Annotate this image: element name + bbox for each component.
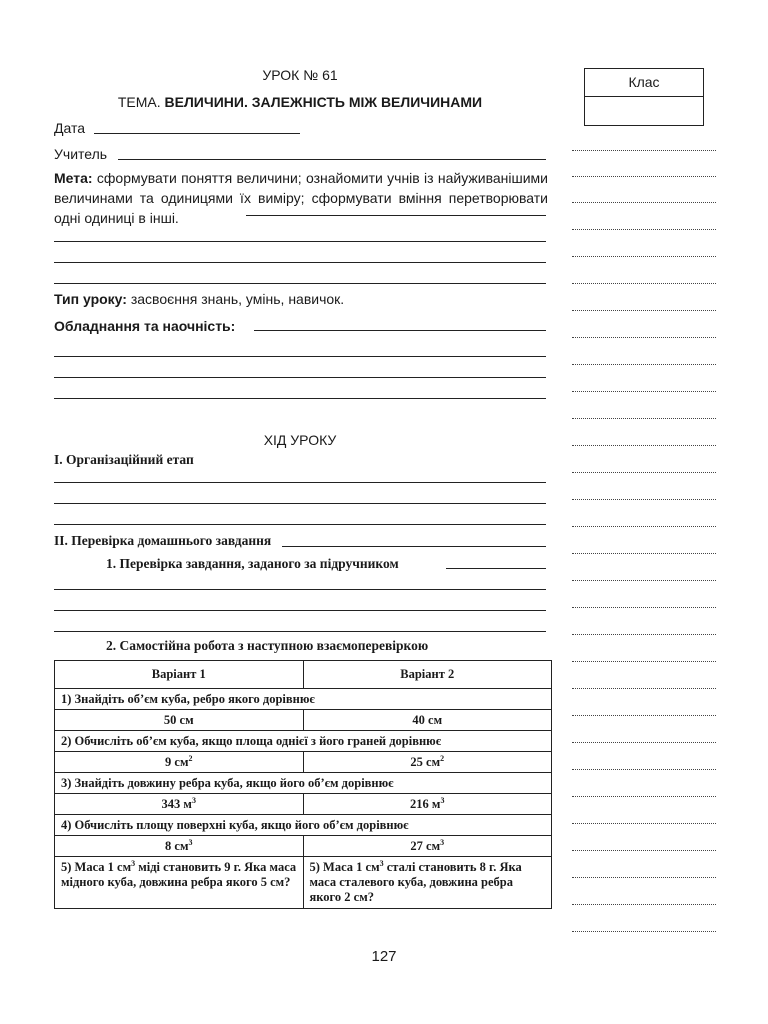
task-3-variant-1-value: 343 м <box>161 796 192 811</box>
task-4-variant-2 <box>303 836 552 857</box>
page-number: 127 <box>371 948 397 965</box>
variant-2-header: Варіант 2 <box>303 661 552 689</box>
topic-title: ВЕЛИЧИНИ. ЗАЛЕЖНІСТЬ МІЖ ВЕЛИЧИНАМИ <box>164 94 483 110</box>
task-4-variant-1-value: 8 см <box>165 838 189 853</box>
variant-1-header: Варіант 1 <box>55 661 304 689</box>
task-5-variant-2-text-b: сталі становить 8 г. Яка маса сталевого куба, довжина ребра якого 2 см? <box>309 860 522 904</box>
self-work-table <box>54 660 552 909</box>
table-row <box>55 815 552 836</box>
cubic-unit-exponent: 3 <box>440 795 445 805</box>
margin-note-line[interactable] <box>572 256 716 257</box>
margin-note-line[interactable] <box>572 283 716 284</box>
margin-note-line[interactable] <box>572 823 716 824</box>
margin-note-line[interactable] <box>572 931 716 932</box>
class-label: Клас <box>585 69 703 97</box>
margin-note-line[interactable] <box>572 445 716 446</box>
square-unit-exponent: 2 <box>440 753 445 763</box>
topic-prefix: ТЕМА. <box>117 94 161 110</box>
cubic-unit-exponent: 3 <box>188 837 193 847</box>
task-4-variant-2-value: 27 см <box>410 838 441 853</box>
table-row <box>55 794 552 815</box>
equipment-field-line[interactable] <box>254 330 546 331</box>
task-1: 1) Знайдіть об’єм куба, ребро якого дорівнює <box>55 689 552 710</box>
task-2-variant-1 <box>55 752 304 773</box>
table-row <box>55 710 552 731</box>
equipment-field-line[interactable] <box>54 398 546 399</box>
task-1-variant-1: 50 см <box>55 710 304 731</box>
margin-note-line[interactable] <box>572 769 716 770</box>
goal-field-line[interactable] <box>246 215 546 216</box>
stage-1-line[interactable] <box>54 482 546 483</box>
margin-note-line[interactable] <box>572 877 716 878</box>
square-unit-exponent: 2 <box>188 753 193 763</box>
substep-1-heading: 1. Перевірка завдання, заданого за підручником <box>106 556 399 571</box>
date-label: Дата <box>54 120 86 136</box>
lesson-number: УРОК № 61 <box>262 67 338 83</box>
table-header-row <box>55 661 552 689</box>
stage-2-heading: II. Перевірка домашнього завдання <box>54 533 272 548</box>
margin-note-line[interactable] <box>572 796 716 797</box>
steps-title: ХІД УРОКУ <box>263 432 337 448</box>
teacher-field[interactable] <box>118 159 546 160</box>
substep-1-line[interactable] <box>54 589 546 590</box>
class-box <box>584 68 704 126</box>
goal-label: Мета: <box>54 170 93 186</box>
margin-note-line[interactable] <box>572 418 716 419</box>
substep-1-line[interactable] <box>54 610 546 611</box>
margin-note-line[interactable] <box>572 499 716 500</box>
margin-note-line[interactable] <box>572 310 716 311</box>
stage-1-heading: I. Організаційний етап <box>54 452 194 467</box>
margin-note-line[interactable] <box>572 715 716 716</box>
goal-field-line[interactable] <box>54 283 546 284</box>
task-3-variant-1 <box>55 794 304 815</box>
table-row <box>55 689 552 710</box>
task-5-variant-1-text-b: міді становить 9 г. Яка маса мідного куба, довжина ребра якого 5 см? <box>61 860 297 889</box>
margin-note-line[interactable] <box>572 742 716 743</box>
cubic-unit-exponent: 3 <box>379 858 384 868</box>
task-5-variant-2-text-a: 5) Маса 1 см <box>309 860 380 874</box>
cubic-unit-exponent: 3 <box>191 795 196 805</box>
task-2: 2) Обчисліть об’єм куба, якщо площа однієї з його граней дорівнює <box>55 731 552 752</box>
cubic-unit-exponent: 3 <box>131 858 136 868</box>
margin-note-line[interactable] <box>572 176 716 177</box>
equipment-field-line[interactable] <box>54 377 546 378</box>
lesson-type <box>54 291 344 307</box>
cubic-unit-exponent: 3 <box>440 837 445 847</box>
margin-note-line[interactable] <box>572 688 716 689</box>
task-5-variant-1 <box>55 857 304 909</box>
table-row <box>55 857 552 909</box>
margin-note-line[interactable] <box>572 526 716 527</box>
margin-note-line[interactable] <box>572 337 716 338</box>
substep-1-line[interactable] <box>54 631 546 632</box>
topic-line <box>54 94 546 110</box>
teacher-label: Учитель <box>54 146 108 162</box>
table-row <box>55 731 552 752</box>
table-row <box>55 752 552 773</box>
margin-note-line[interactable] <box>572 391 716 392</box>
goal-text: сформувати поняття величини; ознайомити учнів із найуживанішими величинами та одиницями їх виміру; сформувати вміння перетворювати одні одиниці в інші. <box>54 170 548 226</box>
equipment-label: Обладнання та наочність: <box>54 318 236 334</box>
lesson-type-text: засвоєння знань, умінь, навичок. <box>130 291 345 307</box>
goal-field-line[interactable] <box>54 262 546 263</box>
margin-note-line[interactable] <box>572 150 716 151</box>
substep-1-line[interactable] <box>446 568 546 569</box>
table-row <box>55 773 552 794</box>
task-3: 3) Знайдіть довжину ребра куба, якщо його об’єм дорівнює <box>55 773 552 794</box>
task-4: 4) Обчисліть площу поверхні куба, якщо його об’єм дорівнює <box>55 815 552 836</box>
task-5-variant-1-text-a: 5) Маса 1 см <box>61 860 132 874</box>
margin-note-line[interactable] <box>572 364 716 365</box>
task-4-variant-1 <box>55 836 304 857</box>
margin-note-line[interactable] <box>572 634 716 635</box>
task-2-variant-2 <box>303 752 552 773</box>
goal-block <box>54 168 548 228</box>
margin-note-line[interactable] <box>572 472 716 473</box>
margin-note-line[interactable] <box>572 580 716 581</box>
margin-note-line[interactable] <box>572 850 716 851</box>
lesson-type-label: Тип уроку: <box>54 291 127 307</box>
table-row <box>55 836 552 857</box>
substep-2-heading: 2. Самостійна робота з наступною взаємоперевіркою <box>106 638 429 653</box>
stage-2-line[interactable] <box>282 546 546 547</box>
date-field[interactable] <box>94 133 300 134</box>
task-1-variant-2: 40 см <box>303 710 552 731</box>
stage-1-line[interactable] <box>54 503 546 504</box>
margin-note-line[interactable] <box>572 661 716 662</box>
task-3-variant-2 <box>303 794 552 815</box>
task-2-variant-2-value: 25 см <box>410 754 441 769</box>
margin-note-line[interactable] <box>572 904 716 905</box>
task-2-variant-1-value: 9 см <box>165 754 189 769</box>
goal-field-line[interactable] <box>54 241 546 242</box>
margin-note-line[interactable] <box>572 607 716 608</box>
stage-1-line[interactable] <box>54 524 546 525</box>
margin-note-line[interactable] <box>572 202 716 203</box>
task-3-variant-2-value: 216 м <box>410 796 441 811</box>
margin-note-line[interactable] <box>572 553 716 554</box>
task-5-variant-2 <box>303 857 552 909</box>
margin-note-line[interactable] <box>572 229 716 230</box>
equipment-field-line[interactable] <box>54 356 546 357</box>
